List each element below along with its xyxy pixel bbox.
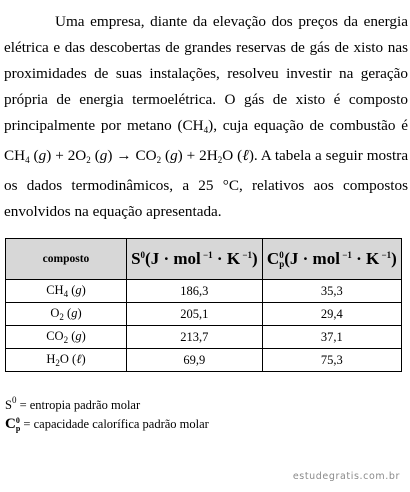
cell-entropy: 69,9 (127, 349, 263, 372)
table-header-row (6, 239, 402, 280)
header-heat-capacity: C 0 p (J · mol $^{-1}$ · K $^{-1}$) (262, 239, 401, 280)
cell-entropy: 213,7 (127, 326, 263, 349)
cell-compound: $CH_4$ (g) (6, 280, 127, 303)
paragraph-line-3: proximidades de suas instalações, resolveu investir na geração (4, 65, 408, 82)
footnote-heat-capacity: C 0 p = capacidade calorífica padrão molar (5, 416, 209, 434)
paragraph-line-5: principalmente por metano $(CH_4)$, cuja equação de combustão é (4, 117, 408, 135)
cell-heat-capacity: 75,3 (262, 349, 401, 372)
footnotes (5, 390, 209, 438)
table-row (6, 349, 402, 372)
paragraph-line-1: Uma empresa, diante da elevação dos preços da energia (55, 13, 408, 30)
combustion-equation-line: $CH_4$ $(g) + 2O_2$ $(g) \to CO_2$ $(g) + 2H_2O$ (ℓ). A tabela a seguir mostra (4, 147, 409, 165)
site-watermark: estudegratis.com.br (292, 471, 400, 482)
cell-heat-capacity: 35,3 (262, 280, 401, 303)
question-paragraph (4, 9, 408, 225)
paragraph-line-8: envolvidos na equação apresentada. (4, 203, 222, 220)
header-entropy: $S^0(J$ · mol $^{-1}$ · K $^{-1}$) (127, 239, 263, 280)
cell-compound: $H_2O$ (ℓ) (6, 349, 127, 372)
cell-heat-capacity: 29,4 (262, 303, 401, 326)
thermodynamic-data-table (5, 238, 402, 372)
paragraph-line-7: os dados termodinâmicos, a 25 °C, relativos aos compostos (4, 177, 408, 194)
cell-compound: $O_2$ (g) (6, 303, 127, 326)
paragraph-line-4: própria de energia termoelétrica. O gás de xisto é composto (4, 91, 408, 108)
header-compound: composto (6, 239, 127, 280)
table-row (6, 326, 402, 349)
cell-heat-capacity: 37,1 (262, 326, 401, 349)
cell-entropy: 186,3 (127, 280, 263, 303)
cell-entropy: 205,1 (127, 303, 263, 326)
table-row (6, 303, 402, 326)
table-row (6, 280, 402, 303)
cell-compound: $CO_2$ (g) (6, 326, 127, 349)
footnote-entropy: $S^0$ = entropia padrão molar (5, 395, 141, 412)
paragraph-line-2: elétrica e das descobertas de grandes reservas de gás de xisto nas (4, 39, 408, 56)
